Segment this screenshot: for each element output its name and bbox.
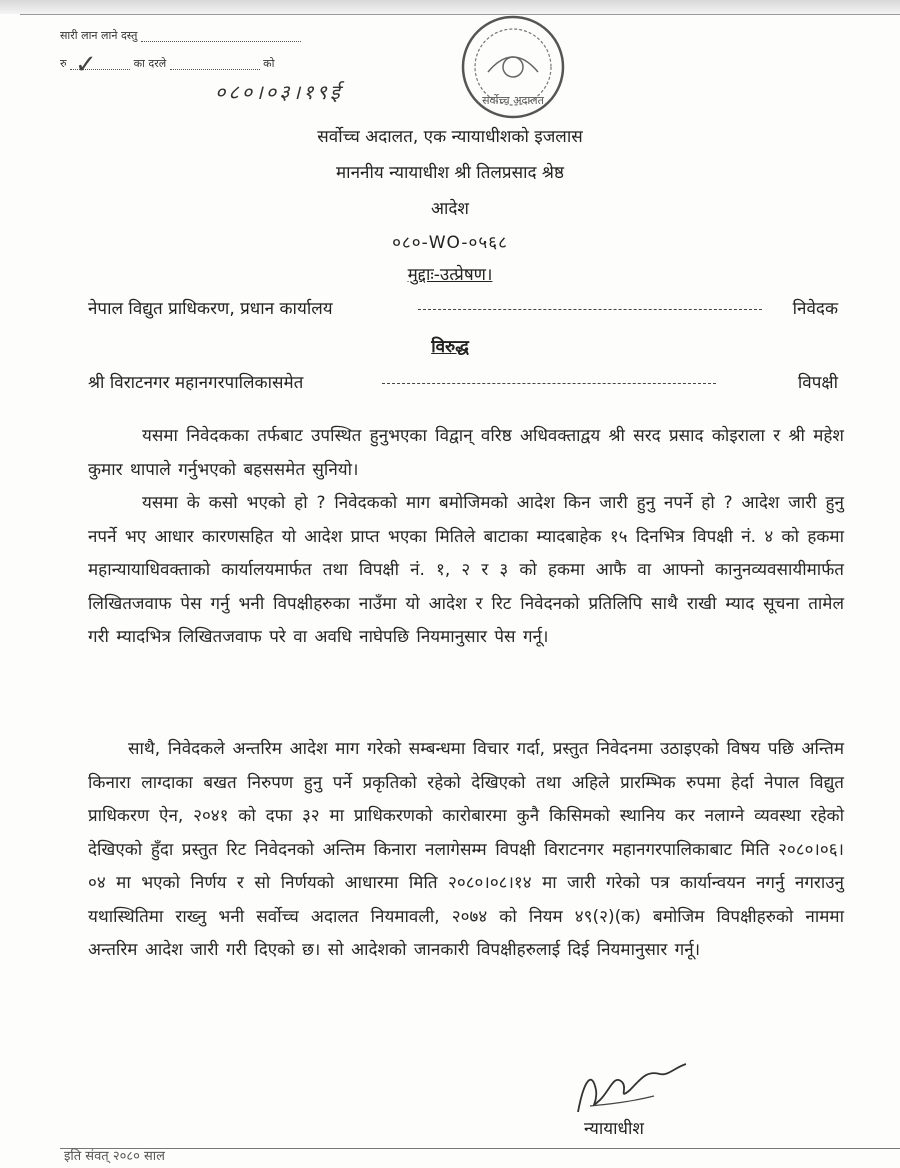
fee-stamp-line-1 — [60, 28, 400, 56]
respondent-name: श्री विराटनगर महानगरपालिकासमेत — [88, 373, 304, 393]
fee-stamp-rs: रु — [60, 57, 67, 70]
handwritten-date: ०८०।०३।१९ई — [215, 80, 343, 104]
paragraph-hearing: यसमा निवेदकका तर्फबाट उपस्थित हुनुभएका विद्वान् वरिष्ठ अधिवक्ताद्वय श्री सरद प्रसाद कोइराला र श्री महेश कुमार थापाले गर्नुभएको बहससमेत सुनियो। — [88, 426, 844, 480]
scan-top-edge — [0, 0, 900, 14]
fee-stamp-blank — [141, 31, 301, 42]
fee-stamp-blank-3 — [170, 59, 260, 70]
petitioner-name: नेपाल विद्युत प्राधिकरण, प्रधान कार्यालय — [88, 299, 333, 319]
fee-stamp-of: को — [263, 57, 275, 70]
footer-note: इति संवत् २०८० साल — [64, 1149, 165, 1164]
document-type: आदेश — [431, 199, 469, 219]
respondent-dash-leader — [382, 383, 716, 384]
petitioner-dash-leader — [418, 309, 762, 310]
judge-name: माननीय न्यायाधीश श्री तिलप्रसाद श्रेष्ठ — [336, 163, 564, 183]
paragraph-show-cause: यसमा के कसो भएको हो ? निवेदकको माग बमोजिमको आदेश किन जारी हुनु नपर्ने हो ? आदेश जारी हुनु नपर्ने भए आधार कारणसहित यो आदेश प्राप्त भएका मितिले बाटाका म्यादबाहेक १५ दिनभित्र विपक्षी नं. ४ को हकमा महान्यायाधिवक्ताको कार्यालयमार्फत तथा विपक्षी नं. १, २ र ३ को हकमा आफै वा आफ्नो कानुनव्यवसायीमार्फत लिखितजवाफ पेस गर्नु भनी विपक्षीहरुका नाउँमा यो आदेश र रिट निवेदनको प्रतिलिपि साथै राखी म्याद सूचना तामेल गरी म्यादभित्र लिखितजवाफ परे वा अवधि नाघेपछि नियमानुसार पेस गर्नू। — [88, 493, 844, 647]
respondent-role: विपक्षी — [797, 373, 838, 393]
paragraph-interim-order: साथै, निवेदकले अन्तरिम आदेश माग गरेको सम्बन्धमा विचार गर्दा, प्रस्तुत निवेदनमा उठाइएको विषय पछि अन्तिम किनारा लाग्दाका बखत निरुपण हुनु पर्ने प्रकृतिको रहेको देखिएको तथा अहिले प्रारम्भिक रुपमा हेर्दा नेपाल विद्युत प्राधिकरण ऐन, २०४१ को दफा ३२ मा प्राधिकरणको कारोबारमा कुनै किसिमको स्थानिय कर नलाग्ने व्यवस्था रहेको देखिएको हुँदा प्रस्तुत रिट निवेदनको अन्तिम किनारा नलागेसम्म विपक्षी विराटनगर महानगरपालिकाबाट मिति २०८०।०६।०४ मा भएको निर्णय र सो निर्णयको आधारमा मिति २०८०।०८।१४ मा जारी गरेको पत्र कार्यान्वयन नगर्नु नगराउनु यथास्थितिमा राख्नु भनी सर्वोच्च अदालत नियमावली, २०७४ को नियम ४९(२)(क) बमोजिम विपक्षीहरुको नाममा अन्तरिम आदेश जारी गरी दिएको छ। सो आदेशको जानकारी विपक्षीहरुलाई दिई नियमानुसार गर्नू। — [88, 739, 844, 960]
bottom-divider — [60, 1148, 900, 1149]
case-subject: मुद्दाः-उत्प्रेषण। — [407, 265, 493, 285]
petitioner-role: निवेदक — [792, 299, 838, 319]
handwritten-check-mark: ✓ — [75, 50, 97, 80]
signature-title: न्यायाधीश — [584, 1119, 644, 1139]
fee-stamp-rate: का दरले — [133, 57, 167, 70]
fee-stamp-block — [60, 28, 400, 84]
judge-signature-icon — [570, 1060, 690, 1120]
case-number: ०८०-WO-०५६८ — [392, 233, 508, 253]
court-seal-icon — [458, 12, 568, 122]
fee-stamp-label: सारी लान लाने दस्तु — [60, 29, 138, 42]
court-title: सर्वोच्च अदालत, एक न्यायाधीशको इजलास — [317, 127, 583, 147]
court-seal-text: सर्वोच्च अदालत — [482, 94, 544, 107]
versus-label: विरुद्ध — [431, 337, 469, 357]
